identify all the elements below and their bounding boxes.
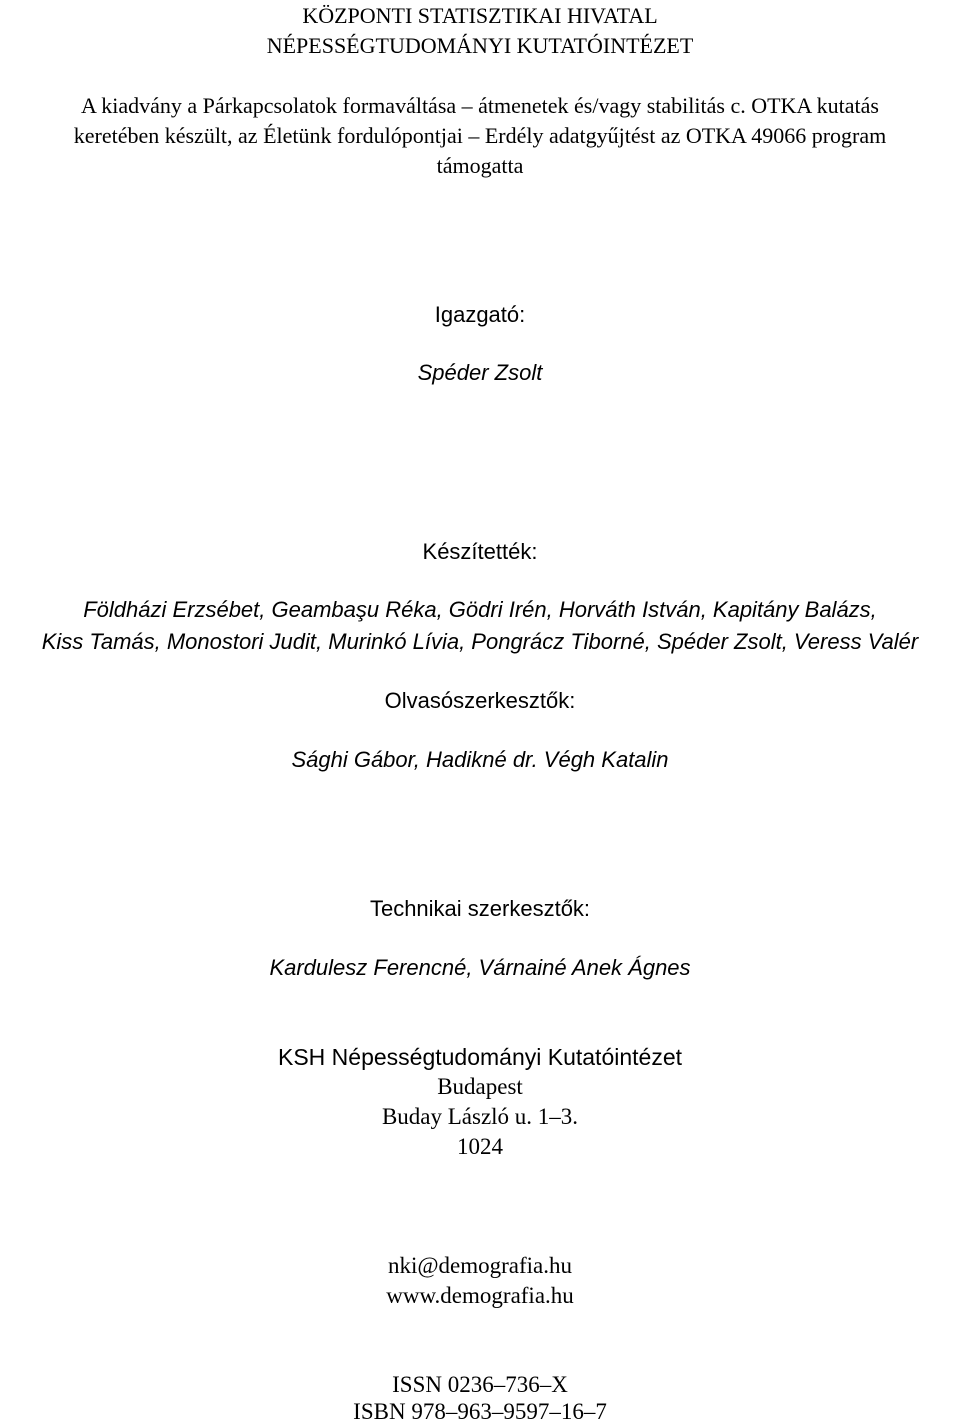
readers-label: Olvasószerkesztők:: [384, 688, 576, 713]
isbn-number: ISBN 978–963–9597–16–7: [353, 1399, 607, 1424]
authors-line-1: Földházi Erzsébet, Geambaşu Réka, Gödri Irén, Horváth István, Kapitány Balázs,: [83, 597, 877, 622]
institute-name: NÉPESSÉGTUDOMÁNYI KUTATÓINTÉZET: [266, 33, 694, 58]
intro-line-2: keretében készült, az Életünk fordulópontjai – Erdély adatgyűjtést az OTKA 49066 program: [73, 123, 887, 148]
address-street: Buday László u. 1–3.: [381, 1104, 579, 1129]
contact-email: nki@demografia.hu: [387, 1253, 573, 1278]
intro-line-1: A kiadvány a Párkapcsolatok formaváltása – átmenetek és/vagy stabilitás c. OTKA kutatás: [81, 93, 879, 118]
publisher-name: KÖZPONTI STATISZTIKAI HIVATAL: [302, 3, 658, 28]
director-label: Igazgató:: [434, 302, 526, 327]
address-postcode: 1024: [457, 1134, 503, 1159]
issn-number: ISSN 0236–736–X: [392, 1372, 568, 1397]
readers-names: Sághi Gábor, Hadikné dr. Végh Katalin: [291, 747, 669, 772]
address-institute: KSH Népességtudományi Kutatóintézet: [277, 1044, 683, 1070]
technical-names: Kardulesz Ferencné, Várnainé Anek Ágnes: [269, 955, 691, 980]
contact-web: www.demografia.hu: [386, 1283, 574, 1308]
technical-label: Technikai szerkesztők:: [369, 896, 591, 921]
director-name: Spéder Zsolt: [417, 360, 543, 385]
address-city: Budapest: [437, 1074, 523, 1099]
authors-label: Készítették:: [422, 539, 538, 564]
intro-line-3: támogatta: [436, 153, 524, 178]
authors-line-2: Kiss Tamás, Monostori Judit, Murinkó Lívia, Pongrácz Tiborné, Spéder Zsolt, Veress Valér: [41, 629, 919, 654]
